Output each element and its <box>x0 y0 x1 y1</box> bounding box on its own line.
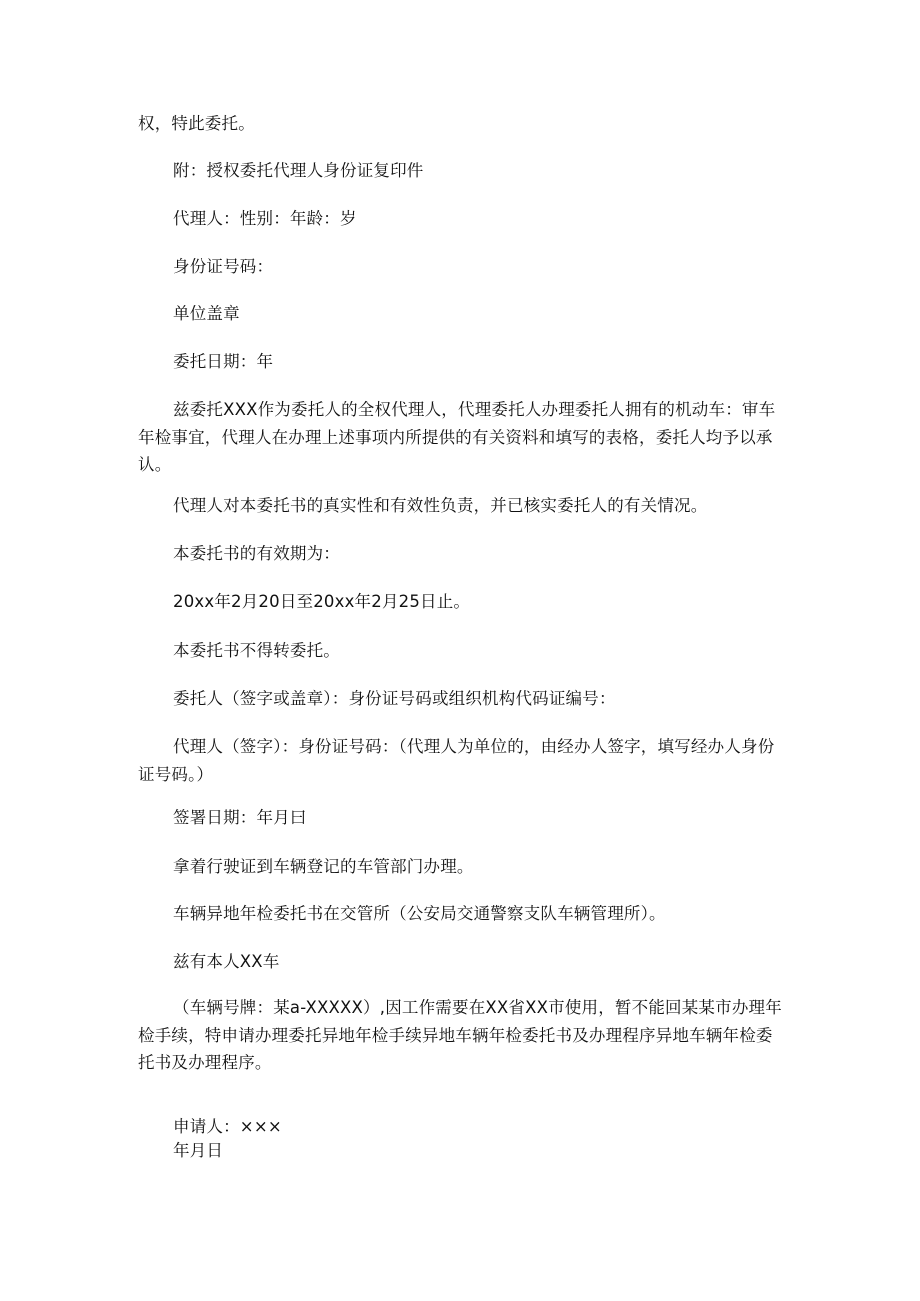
paragraph-signing-date: 签署日期：年月曰 <box>173 808 307 827</box>
paragraph-agent-signature: 代理人（签字）：身份证号码：（代理人为单位的，由经办人签字，填写经办人身份证号码。） <box>138 737 775 784</box>
paragraph-date-line: 年月日 <box>173 1141 224 1160</box>
paragraph-office: 车辆异地年检委托书在交管所（公安局交通警察支队车辆管理所）。 <box>173 904 666 923</box>
paragraph-id-number: 身份证号码： <box>173 257 274 276</box>
paragraph-validity-heading: 本委托书的有效期为： <box>173 544 340 563</box>
paragraph-vehicle-owner: 兹有本人XX车 <box>173 952 280 971</box>
paragraph-agent-info: 代理人：性别：年龄：岁 <box>173 209 357 228</box>
paragraph-applicant: 申请人：××× <box>173 1117 282 1136</box>
paragraph-no-subdelegation: 本委托书不得转委托。 <box>173 641 340 660</box>
paragraph-continuation: 权，特此委托。 <box>138 114 255 133</box>
paragraph-procedure: 拿着行驶证到车辆登记的车管部门办理。 <box>173 857 474 876</box>
paragraph-entrust-statement: 兹委托XXX作为委托人的全权代理人，代理委托人办理委托人拥有的机动车：审车年检事宜，代理人在办理上述事项内所提供的有关资料和填写的表格，委托人均予以承认。 <box>138 400 776 474</box>
paragraph-validity-dates: 20xx年2月20日至20xx年2月25日止。 <box>173 592 471 611</box>
paragraph-attachment: 附：授权委托代理人身份证复印件 <box>173 161 424 180</box>
paragraph-application: （车辆号牌：某a-XXXXX）,因工作需要在XX省XX市使用，暂不能回某某市办理年检手续，特申请办理委托异地年检手续异地车辆年检委托书及办理程序异地车辆年检委托书及办理程序。 <box>138 998 782 1072</box>
paragraph-unit-seal: 单位盖章 <box>173 304 240 323</box>
paragraph-entrust-date: 委托日期：年 <box>173 352 274 371</box>
paragraph-agent-responsibility: 代理人对本委托书的真实性和有效性负责，并已核实委托人的有关情况。 <box>173 496 708 515</box>
paragraph-principal-signature: 委托人（签字或盖章）：身份证号码或组织机构代码证编号： <box>173 689 616 708</box>
